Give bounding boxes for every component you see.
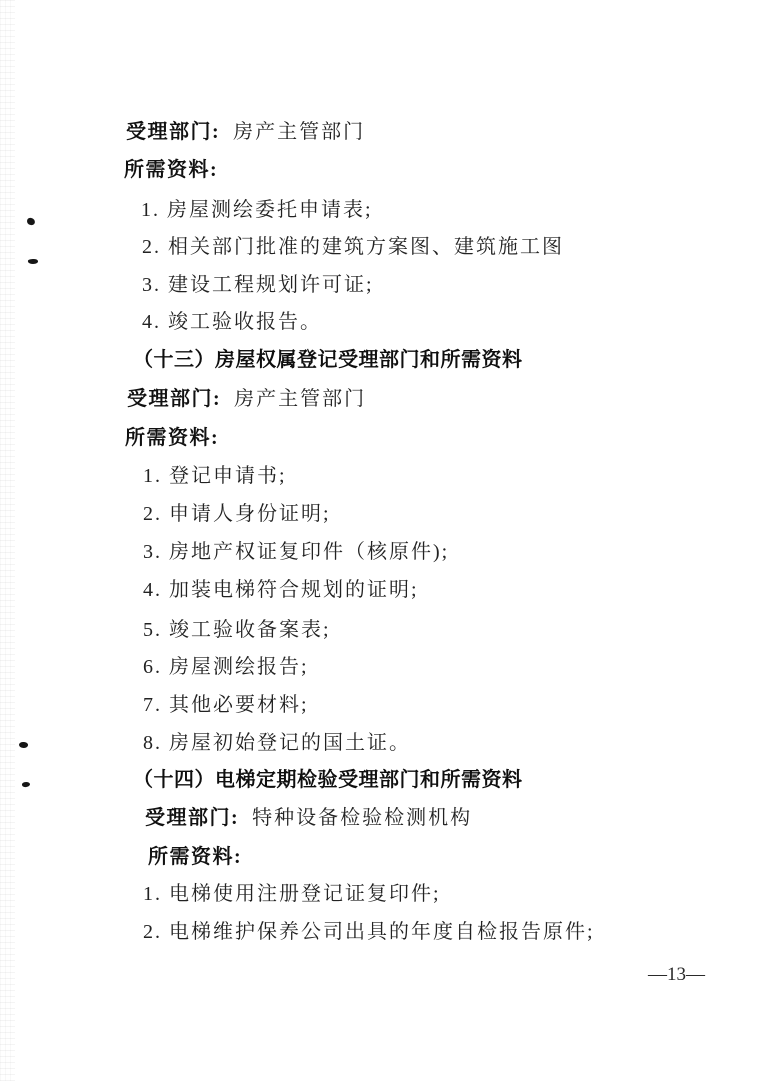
list-item: 4. 竣工验收报告。 bbox=[142, 311, 322, 333]
department-label: 受理部门: bbox=[145, 807, 240, 829]
department-label: 受理部门: bbox=[126, 121, 221, 143]
list-item: 3. 房地产权证复印件（核原件); bbox=[143, 541, 450, 563]
list-item: 8. 房屋初始登记的国土证。 bbox=[143, 732, 411, 754]
section-heading: （十三）房屋权属登记受理部门和所需资料 bbox=[133, 349, 523, 371]
department-value: 房产主管部门 bbox=[234, 388, 367, 410]
list-item: 2. 电梯维护保养公司出具的年度自检报告原件; bbox=[143, 921, 595, 943]
list-item: 7. 其他必要材料; bbox=[143, 694, 309, 716]
ink-speck bbox=[19, 741, 29, 748]
ink-speck bbox=[28, 258, 38, 264]
list-item: 1. 登记申请书; bbox=[143, 465, 287, 487]
list-item: 1. 房屋测绘委托申请表; bbox=[141, 199, 373, 221]
department-label: 受理部门: bbox=[127, 388, 222, 410]
list-item: 1. 电梯使用注册登记证复印件; bbox=[143, 883, 441, 905]
materials-label-line bbox=[124, 158, 218, 182]
list-item: 2. 相关部门批准的建筑方案图、建筑施工图 bbox=[142, 236, 564, 258]
materials-label-line bbox=[148, 845, 242, 869]
list-item: 4. 加装电梯符合规划的证明; bbox=[143, 579, 419, 601]
list-item: 3. 建设工程规划许可证; bbox=[142, 274, 374, 296]
department-line bbox=[145, 806, 472, 830]
materials-label: 所需资料: bbox=[148, 846, 243, 868]
ink-speck bbox=[26, 217, 35, 226]
list-item: 2. 申请人身份证明; bbox=[143, 503, 331, 525]
page-number: —13— bbox=[648, 964, 705, 985]
section-heading: （十四）电梯定期检验受理部门和所需资料 bbox=[133, 769, 523, 791]
materials-label: 所需资料: bbox=[125, 427, 220, 449]
department-line bbox=[126, 120, 365, 144]
materials-label: 所需资料: bbox=[124, 159, 219, 181]
department-value: 特种设备检验检测机构 bbox=[252, 807, 473, 829]
ink-speck bbox=[22, 781, 31, 787]
department-value: 房产主管部门 bbox=[233, 121, 366, 143]
department-line bbox=[127, 387, 366, 411]
materials-label-line bbox=[125, 426, 219, 450]
scan-edge-noise bbox=[0, 0, 15, 1081]
list-item: 6. 房屋测绘报告; bbox=[143, 656, 309, 678]
list-item: 5. 竣工验收备案表; bbox=[143, 619, 331, 641]
